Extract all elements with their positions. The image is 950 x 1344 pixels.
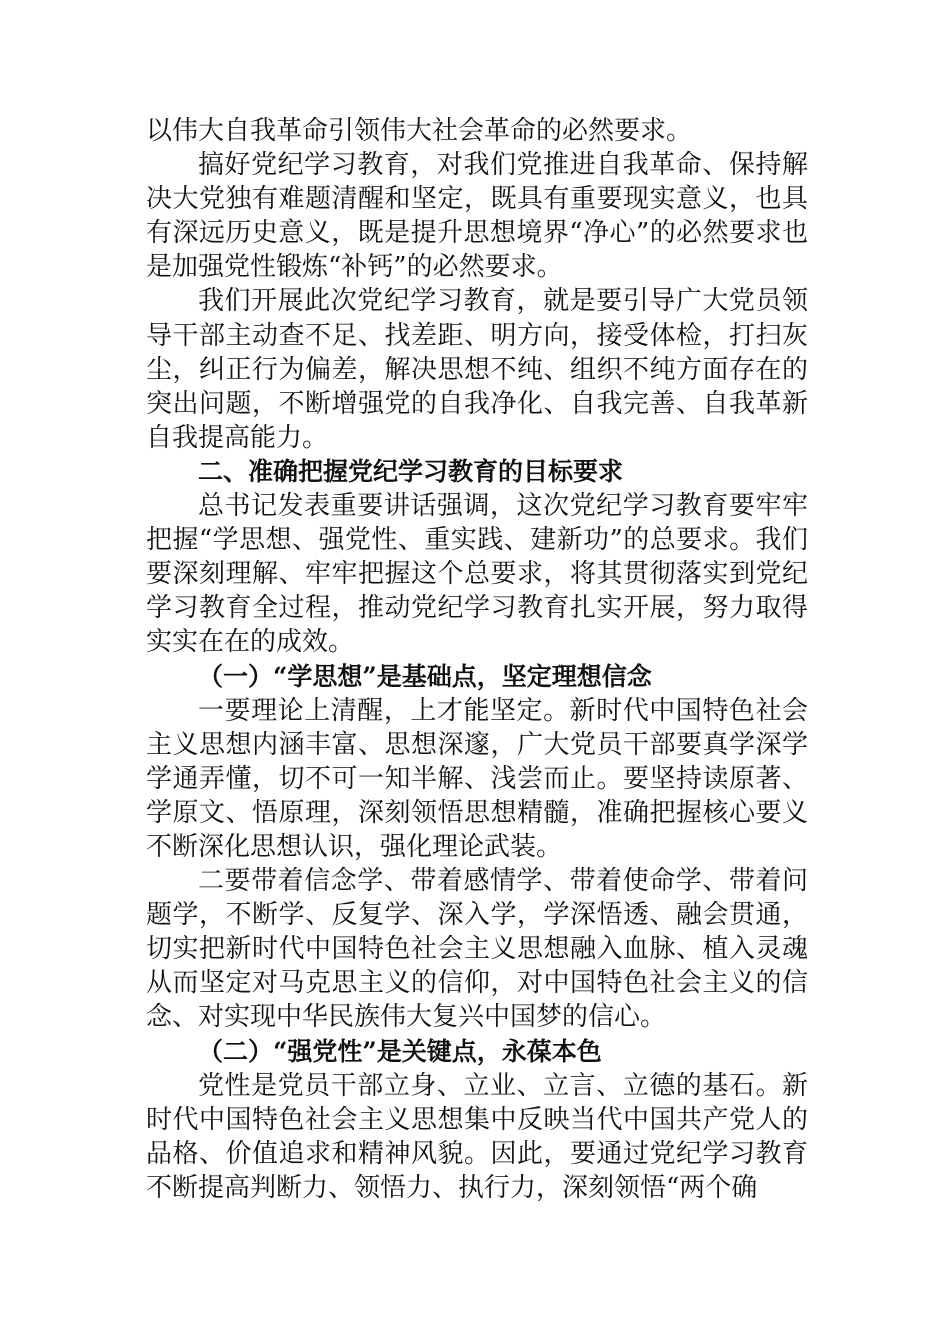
section-heading: 二、准确把握党纪学习教育的目标要求 bbox=[198, 456, 624, 486]
paragraph-continued: 以伟大自我革命引领伟大社会革命的必然要求。 bbox=[146, 116, 693, 146]
paragraph: 一要理论上清醒，上才能坚定。新时代中国特色社会主义思想内涵丰富、思想深邃，广大党员干部要真学深学学通弄懂，切不可一知半解、浅尝而止。要坚持读原著、学原文、悟原理，深刻领悟思想精髓，准确把握核心要义不断深化思想认识，强化理论武装。 bbox=[146, 695, 808, 862]
subsection-heading: （一）“学思想”是基础点，坚定理想信念 bbox=[198, 661, 652, 691]
paragraph: 二要带着信念学、带着感情学、带着使命学、带着问题学，不断学、反复学、深入学，学深悟透、融会贯通，切实把新时代中国特色社会主义思想融入血脉、植入灵魂从而坚定对马克思主义的信仰，对中国特色社会主义的信念、对实现中华民族伟大复兴中国梦的信心。 bbox=[146, 866, 808, 1033]
paragraph: 我们开展此次党纪学习教育，就是要引导广大党员领导干部主动查不足、找差距、明方向，接受体检，打扫灰尘，纠正行为偏差，解决思想不纯、组织不纯方面存在的突出问题，不断增强党的自我净化、自我完善、自我革新自我提高能力。 bbox=[146, 286, 808, 453]
document-body bbox=[146, 114, 808, 1205]
paragraph: 搞好党纪学习教育，对我们党推进自我革命、保持解决大党独有难题清醒和坚定，既具有重要现实意义，也具有深远历史意义，既是提升思想境界“净心”的必然要求也是加强党性锻炼“补钙”的必然要求。 bbox=[146, 150, 808, 283]
subsection-heading: （二）“强党性”是关键点，永葆本色 bbox=[198, 1036, 602, 1066]
paragraph: 总书记发表重要讲话强调，这次党纪学习教育要牢牢把握“学思想、强党性、重实践、建新功”的总要求。我们要深刻理解、牢牢把握这个总要求，将其贯彻落实到党纪学习教育全过程，推动党纪学习教育扎实开展，努力取得实实在在的成效。 bbox=[146, 491, 808, 658]
paragraph: 党性是党员干部立身、立业、立言、立德的基石。新时代中国特色社会主义思想集中反映当代中国共产党人的品格、价值追求和精神风貌。因此，要通过党纪学习教育不断提高判断力、领悟力、执行力，深刻领悟“两个确 bbox=[146, 1070, 808, 1203]
